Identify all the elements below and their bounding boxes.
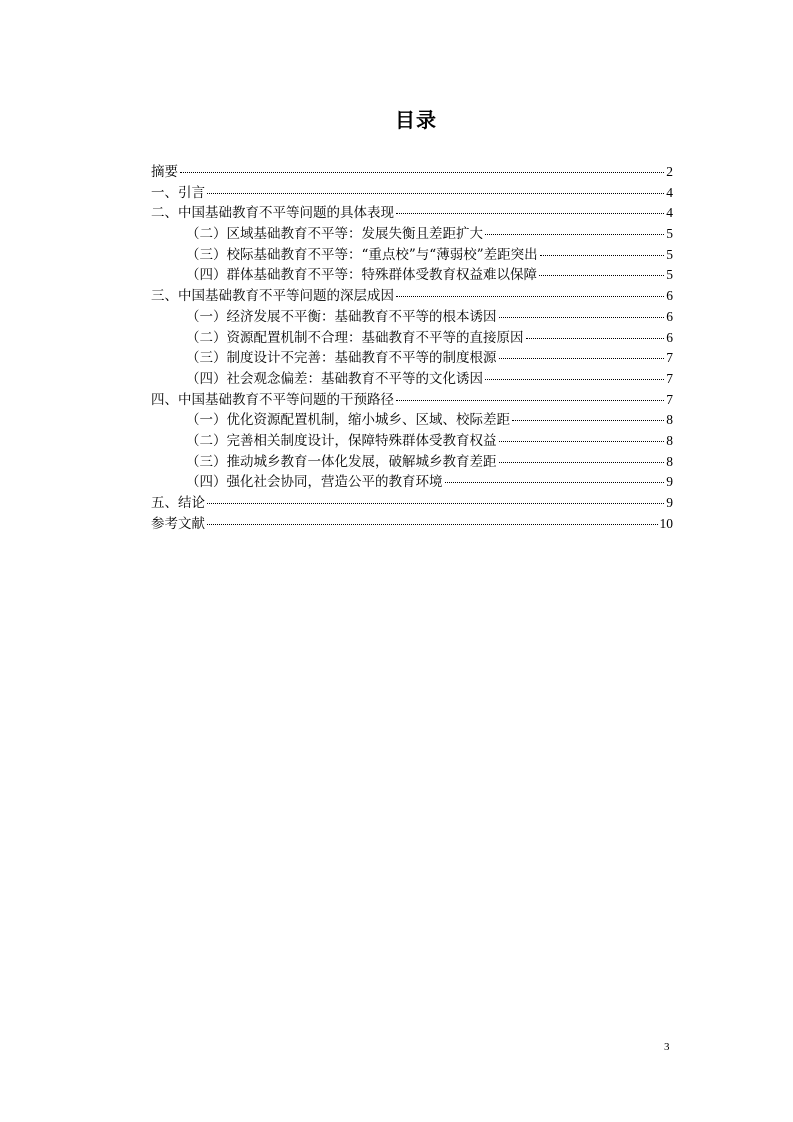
toc-leader-dots bbox=[396, 399, 664, 401]
toc-entry[interactable] bbox=[151, 183, 673, 204]
toc-entry-label: （二）资源配置机制不合理：基础教育不平等的直接原因 bbox=[186, 329, 524, 346]
toc-leader-dots bbox=[499, 461, 665, 463]
toc-entry-page: 5 bbox=[666, 267, 673, 283]
page-number: 3 bbox=[664, 1041, 670, 1053]
table-of-contents bbox=[151, 162, 673, 534]
toc-entry-label: （一）经济发展不平衡：基础教育不平等的根本诱因 bbox=[186, 308, 497, 325]
toc-entry-page: 4 bbox=[666, 184, 673, 200]
toc-entry-label: 摘要 bbox=[151, 164, 178, 180]
toc-entry-label: 二、中国基础教育不平等问题的具体表现 bbox=[151, 205, 394, 222]
toc-leader-dots bbox=[207, 502, 664, 504]
toc-entry-label: 四、中国基础教育不平等问题的干预路径 bbox=[151, 391, 394, 408]
toc-entry-label: （三）制度设计不完善：基础教育不平等的制度根源 bbox=[186, 350, 497, 367]
toc-entry[interactable] bbox=[151, 493, 673, 514]
toc-subentry[interactable] bbox=[151, 410, 673, 431]
toc-leader-dots bbox=[485, 378, 664, 380]
toc-entry-label: 参考文献 bbox=[151, 515, 205, 532]
toc-entry-label: 五、结论 bbox=[151, 495, 205, 511]
toc-subentry[interactable] bbox=[151, 224, 673, 245]
toc-entry-page: 5 bbox=[666, 246, 673, 262]
toc-subentry[interactable] bbox=[151, 369, 673, 390]
toc-entry[interactable] bbox=[151, 286, 673, 307]
toc-entry-page: 5 bbox=[666, 226, 673, 242]
toc-entry-page: 8 bbox=[666, 432, 673, 448]
toc-entry-page: 8 bbox=[666, 412, 673, 428]
toc-entry-page: 6 bbox=[666, 308, 673, 324]
toc-leader-dots bbox=[526, 337, 665, 339]
toc-entry-label: （四）群体基础教育不平等：特殊群体受教育权益难以保障 bbox=[186, 267, 537, 284]
toc-entry-page: 7 bbox=[666, 370, 673, 386]
toc-entry[interactable] bbox=[151, 203, 673, 224]
toc-entry-label: （一）优化资源配置机制，缩小城乡、区域、校际差距 bbox=[186, 412, 510, 429]
toc-entry[interactable] bbox=[151, 162, 673, 183]
toc-subentry[interactable] bbox=[151, 472, 673, 493]
toc-entry[interactable] bbox=[151, 514, 673, 535]
toc-entry-label: （二）区域基础教育不平等：发展失衡且差距扩大 bbox=[186, 226, 483, 243]
toc-entry-page: 10 bbox=[659, 515, 673, 531]
toc-entry-page: 9 bbox=[666, 474, 673, 490]
toc-leader-dots bbox=[485, 233, 664, 235]
toc-entry-label: （三）推动城乡教育一体化发展，破解城乡教育差距 bbox=[186, 453, 497, 470]
toc-entry-label: 一、引言 bbox=[151, 184, 205, 201]
toc-entry-label: （三）校际基础教育不平等：“重点校”与“薄弱校”差距突出 bbox=[186, 246, 538, 263]
toc-subentry[interactable] bbox=[151, 452, 673, 473]
toc-leader-dots bbox=[512, 419, 664, 421]
toc-entry-label: 三、中国基础教育不平等问题的深层成因 bbox=[151, 288, 394, 305]
toc-entry-label: （二）完善相关制度设计，保障特殊群体受教育权益 bbox=[186, 432, 497, 449]
toc-subentry[interactable] bbox=[151, 431, 673, 452]
toc-subentry[interactable] bbox=[151, 348, 673, 369]
toc-leader-dots bbox=[499, 357, 665, 359]
toc-subentry[interactable] bbox=[151, 307, 673, 328]
toc-entry-label: （四）强化社会协同，营造公平的教育环境 bbox=[186, 474, 443, 491]
toc-leader-dots bbox=[445, 481, 665, 483]
toc-entry-page: 8 bbox=[666, 453, 673, 469]
toc-entry-page: 7 bbox=[666, 391, 673, 407]
toc-subentry[interactable] bbox=[151, 265, 673, 286]
toc-subentry[interactable] bbox=[151, 328, 673, 349]
toc-leader-dots bbox=[499, 440, 665, 442]
toc-leader-dots bbox=[207, 192, 664, 194]
toc-entry[interactable] bbox=[151, 390, 673, 411]
toc-entry-label: （四）社会观念偏差：基础教育不平等的文化诱因 bbox=[186, 370, 483, 387]
toc-title: 目录 bbox=[395, 108, 437, 132]
toc-entry-page: 9 bbox=[666, 495, 673, 510]
toc-leader-dots bbox=[540, 254, 665, 256]
toc-leader-dots bbox=[539, 274, 664, 276]
toc-leader-dots bbox=[499, 316, 665, 318]
toc-entry-page: 6 bbox=[666, 329, 673, 345]
toc-leader-dots bbox=[396, 295, 664, 297]
toc-leader-dots bbox=[180, 171, 664, 173]
toc-entry-page: 7 bbox=[666, 350, 673, 366]
toc-leader-dots bbox=[396, 212, 664, 214]
toc-subentry[interactable] bbox=[151, 245, 673, 266]
toc-entry-page: 6 bbox=[666, 288, 673, 304]
toc-entry-page: 2 bbox=[666, 164, 673, 179]
toc-leader-dots bbox=[207, 523, 658, 525]
toc-entry-page: 4 bbox=[666, 205, 673, 221]
